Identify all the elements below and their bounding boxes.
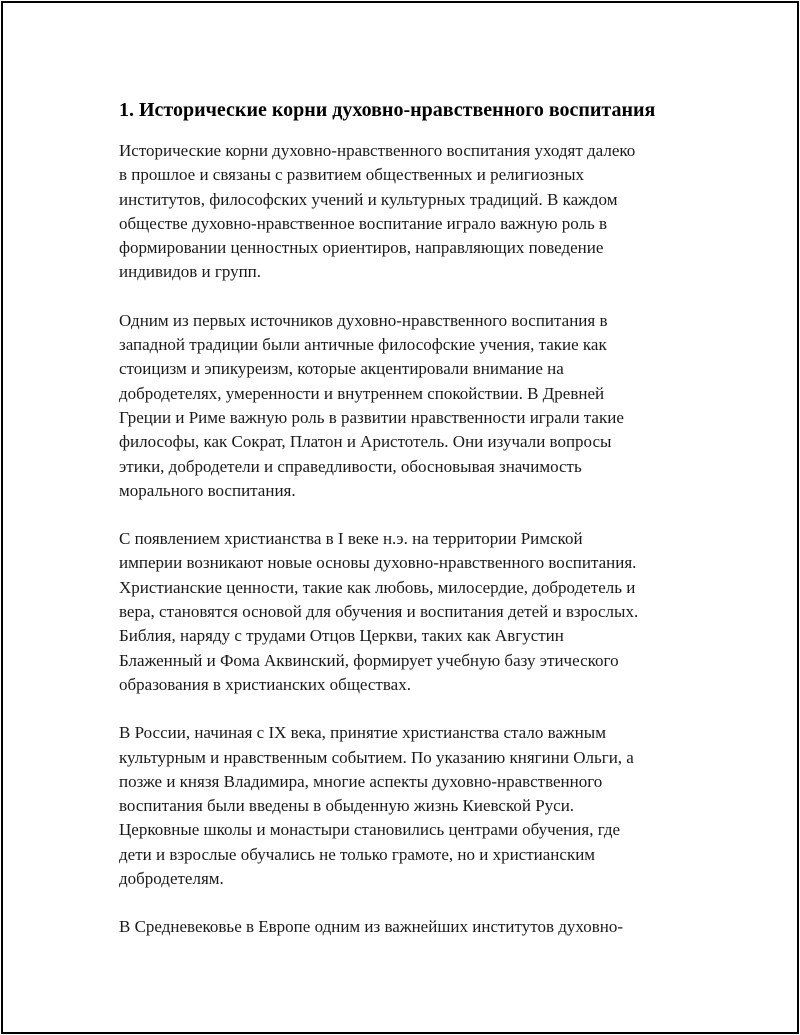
paragraph-line: добродетелях, умеренности и внутреннем спокойствии. В Древней xyxy=(119,383,605,403)
paragraph-line: дети и взрослые обучались не только грамоте, но и христианским xyxy=(119,844,596,864)
paragraph-line: Греции и Риме важную роль в развитии нравственности играли такие xyxy=(119,407,624,427)
paragraph-line: философы, как Сократ, Платон и Аристотель. Они изучали вопросы xyxy=(119,432,612,452)
paragraph-line: Блаженный и Фома Аквинский, формирует учебную базу этического xyxy=(119,650,619,670)
paragraph-line: обществе духовно-нравственное воспитание играло важную роль в xyxy=(119,213,608,233)
paragraph-line: империи возникают новые основы духовно-нравственного воспитания. xyxy=(119,553,637,573)
document-page xyxy=(1,1,799,1034)
paragraph-line: индивидов и групп. xyxy=(119,262,262,282)
paragraph-line: стоицизм и эпикуреизм, которые акцентировали внимание на xyxy=(119,359,564,379)
paragraph-4 xyxy=(119,721,697,891)
paragraph-line: Библия, наряду с трудами Отцов Церкви, таких как Августин xyxy=(119,626,564,646)
paragraph-line: Христианские ценности, такие как любовь, милосердие, добродетель и xyxy=(119,577,636,597)
paragraph-line: добродетелям. xyxy=(119,869,224,889)
paragraph-line: западной традиции были античные философские учения, такие как xyxy=(119,335,607,355)
paragraph-line: Исторические корни духовно-нравственного воспитания уходят далеко xyxy=(119,141,636,160)
document-content xyxy=(119,97,697,964)
paragraph-line: В России, начиная с IX века, принятие христианства стало важным xyxy=(119,723,606,743)
paragraph-line: В Средневековье в Европе одним из важнейших институтов духовно- xyxy=(119,917,624,937)
paragraph-line: образования в христианских обществах. xyxy=(119,674,411,694)
paragraph-2 xyxy=(119,309,697,503)
paragraph-line: позже и князя Владимира, многие аспекты духовно-нравственного xyxy=(119,771,603,791)
paragraph-line: формировании ценностных ориентиров, направляющих поведение xyxy=(119,238,604,258)
paragraph-line: в прошлое и связаны с развитием общественных и религиозных xyxy=(119,165,585,185)
paragraph-line: институтов, философских учений и культурных традиций. В каждом xyxy=(119,189,618,209)
paragraph-line: воспитания были введены в обыденную жизнь Киевской Руси. xyxy=(119,796,575,816)
paragraph-3 xyxy=(119,527,697,697)
paragraph-line: С появлением христианства в I веке н.э. на территории Римской xyxy=(119,529,583,549)
paragraph-line: Церковные школы и монастыри становились центрами обучения, где xyxy=(119,820,621,840)
paragraph-1 xyxy=(119,139,697,285)
paragraph-line: вера, становятся основой для обучения и воспитания детей и взрослых. xyxy=(119,602,639,622)
paragraph-line: этики, добродетели и справедливости, обосновывая значимость xyxy=(119,456,582,476)
paragraph-line: морального воспитания. xyxy=(119,480,296,500)
section-heading: 1. Исторические корни духовно-нравственного воспитания xyxy=(119,99,656,121)
paragraph-line: Одним из первых источников духовно-нравственного воспитания в xyxy=(119,310,608,330)
paragraph-5 xyxy=(119,915,697,939)
paragraph-line: культурным и нравственным событием. По указанию княгини Ольги, а xyxy=(119,747,634,767)
